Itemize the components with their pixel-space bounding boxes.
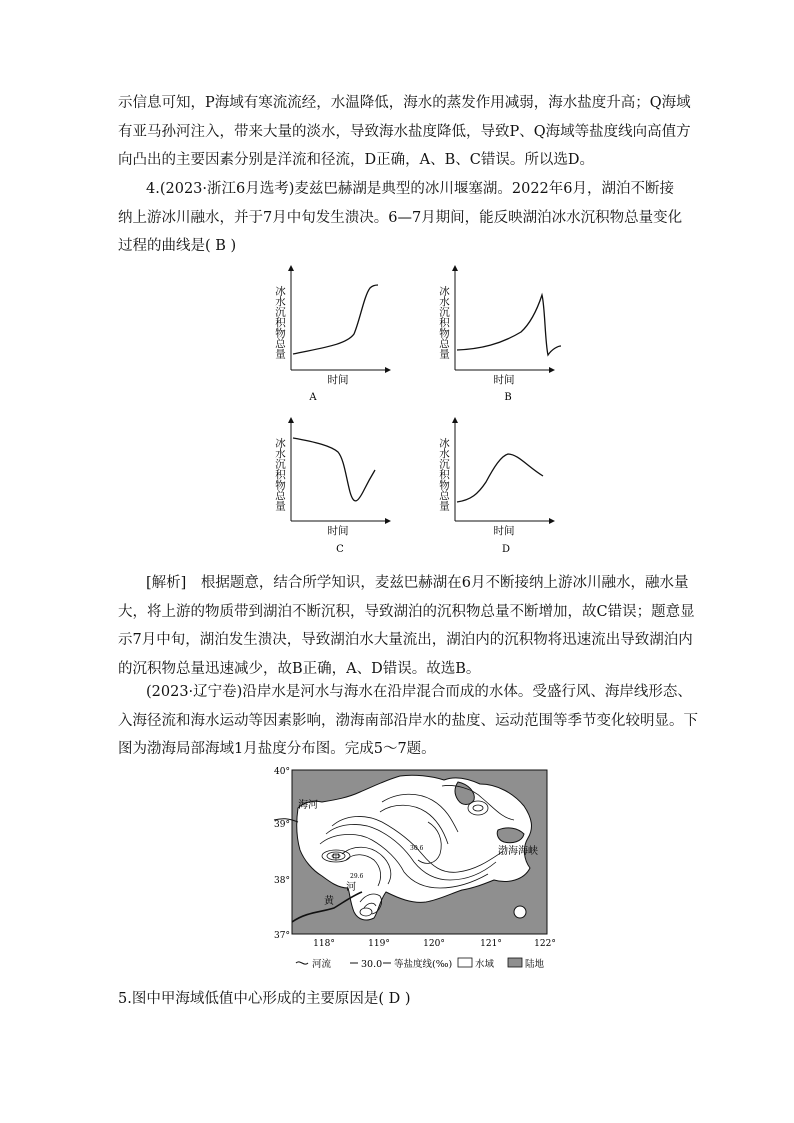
lon-label: 120° (423, 939, 445, 949)
graph-a (274, 268, 388, 403)
y-axis-label: 冰水沉积物总量 (274, 285, 286, 359)
curve-b (457, 295, 561, 355)
graph-label: B (504, 392, 512, 403)
analysis-paragraph (118, 569, 695, 683)
iso-label: 29.6 (350, 873, 364, 880)
text-line: (2023·辽宁卷)沿岸水是河水与海水在沿岸混合而成的水体。受盛行风、海岸线形态、 (146, 684, 692, 700)
graph-label: A (309, 392, 317, 403)
legend-isoline-text: 等盐度线(‰) (394, 959, 453, 970)
text-line: [解析] 根据题意，结合所学知识，麦兹巴赫湖在6月不断接纳上游冰川融水，融水量 (146, 575, 689, 591)
lat-label: 37° (274, 931, 290, 941)
y-axis-label: 冰水沉积物总量 (438, 437, 450, 511)
graph-c (274, 420, 388, 555)
curve-d (457, 454, 543, 502)
label-jia: 甲 (332, 853, 340, 862)
text-line: 4.(2023·浙江6月选考)麦兹巴赫湖是典型的冰川堰塞湖。2022年6月，湖泊不断接 (146, 181, 675, 197)
y-axis-label: 冰水沉积物总量 (438, 285, 450, 359)
label-huanghe-2: 黄 (324, 896, 334, 907)
text-line: 示信息可知，P海域有寒流流经，水温降低，海水的蒸发作用减弱，海水盐度升高；Q海域 (118, 95, 691, 111)
salinity-map (262, 762, 562, 984)
graph-label: C (336, 544, 344, 555)
text-line: 图为渤海局部海域1月盐度分布图。完成5～7题。 (118, 741, 436, 757)
text-line: 纳上游冰川融水，并于7月中旬发生溃决。6—7月期间，能反映湖泊冰水沉积物总量变化 (118, 209, 683, 226)
answer-paragraph-1 (118, 89, 691, 175)
x-axis-label: 时间 (493, 374, 515, 386)
legend-river: 河流 (312, 959, 332, 970)
question-4 (118, 175, 683, 261)
lat-label: 40° (274, 767, 290, 777)
legend-isoline-value: 30.0 (361, 959, 383, 970)
text-line: 5.图中甲海域低值中心形成的主要原因是( D ) (118, 991, 411, 1007)
text-line: 示7月中旬，湖泊发生溃决，导致湖泊水大量流出，湖泊内的沉积物将迅速流出导致湖泊内 (118, 632, 693, 648)
curve-c (293, 438, 375, 501)
lat-label: 39° (274, 820, 290, 830)
liaoning-intro (118, 678, 698, 764)
lon-label: 122° (534, 939, 556, 949)
legend-water: 水域 (475, 959, 495, 970)
lon-label: 118° (313, 939, 335, 949)
curve-a (293, 285, 378, 354)
x-axis-label: 时间 (327, 525, 349, 537)
iso-label: 30.6 (410, 845, 424, 852)
lon-label: 119° (368, 939, 390, 949)
curve-graphs-figure (266, 262, 566, 562)
x-axis-label: 时间 (327, 374, 349, 386)
water-legend-symbol (458, 958, 472, 967)
label-strait: 渤海海峡 (498, 846, 538, 857)
island (514, 906, 526, 918)
label-huanghe-1: 河 (346, 882, 356, 893)
graph-label: D (501, 544, 511, 555)
graph-d (438, 420, 552, 555)
text-line: 过程的曲线是( B ) (118, 238, 237, 254)
lon-label: 121° (480, 939, 502, 949)
map-legend (296, 958, 545, 970)
x-axis-label: 时间 (493, 525, 515, 537)
text-line: 的沉积物总量迅速减少，故B正确，A、D错误。故选B。 (118, 660, 481, 677)
text-line: 向凸出的主要因素分别是洋流和径流，D正确，A、B、C错误。所以选D。 (118, 152, 594, 168)
lat-label: 38° (274, 876, 290, 886)
text-line: 大，将上游的物质带到湖泊不断沉积，导致湖泊的沉积物总量不断增加，故C错误；题意显 (118, 603, 695, 620)
text-line: 有亚马孙河注入，带来大量的淡水，导致海水盐度降低，导致P、Q海域等盐度线向高值方 (118, 123, 691, 140)
text-line: 入海径流和海水运动等因素影响，渤海南部沿岸水的盐度、运动范围等季节变化较明显。下 (118, 712, 698, 729)
land-legend-symbol (508, 958, 522, 967)
label-haihe: 海河 (298, 800, 318, 811)
question-5 (118, 985, 678, 1014)
river-legend-symbol (296, 962, 308, 964)
graph-b (438, 268, 561, 403)
y-axis-label: 冰水沉积物总量 (274, 437, 286, 511)
legend-land: 陆地 (525, 959, 545, 970)
